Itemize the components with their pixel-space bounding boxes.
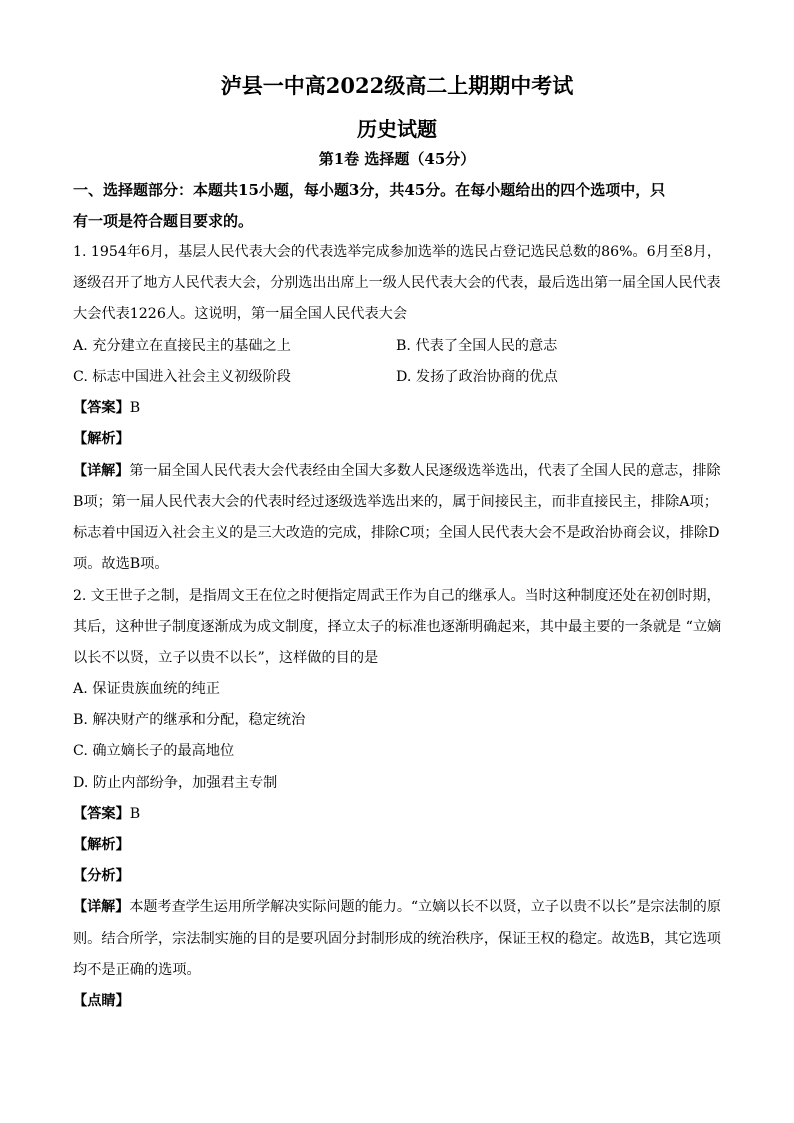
q2-answer <box>73 804 140 824</box>
answer-tag: 【答案】 <box>73 400 130 416</box>
answer-value: B <box>129 806 141 822</box>
q2-option-d: D. 防止内部纷争，加强君主专制 <box>73 775 278 791</box>
q2-stem-line-2: 其后，这种世子制度逐渐成为成文制度，择立太子的标准也逐渐明确起来，其中最主要的一条就是 “立嫡 <box>73 619 722 635</box>
q2-detail-line-1 <box>73 897 721 917</box>
q1-detail-line-1 <box>73 461 721 481</box>
answer-value: B <box>129 400 141 416</box>
detail-text: 第一届全国人民代表大会代表经由全国大多数人民逐级选举选出，代表了全国人民的意志，排除 <box>129 463 721 479</box>
detail-tag: 【详解】 <box>73 899 130 915</box>
detail-tag: 【详解】 <box>73 463 130 479</box>
q1-stem-line-2: 逐级召开了地方人民代表大会，分别选出出席上一级人民代表大会的代表，最后选出第一届全国人民代表 <box>73 275 721 291</box>
q1-analysis-tag: 【解析】 <box>73 431 130 447</box>
q1-option-a: A. 充分建立在直接民主的基础之上 <box>73 338 291 354</box>
q1-option-b: B. 代表了全国人民的意志 <box>396 338 558 354</box>
q2-option-a: A. 保证贵族血统的纯正 <box>73 681 220 697</box>
q2-dianjing-tag: 【点睛】 <box>73 993 130 1009</box>
q1-detail-line-2: B项；第一届人民代表大会的代表时经过逐级选举选出来的，属于间接民主，而非直接民主，排除A项； <box>73 494 718 510</box>
q1-option-d: D. 发扬了政治协商的优点 <box>396 369 558 385</box>
exam-title: 泸县一中高2022级高二上期期中考试 <box>220 73 574 98</box>
q1-stem-line-1: 1. 1954年6月，基层人民代表大会的代表选举完成参加选举的选民占登记选民总数的86%。6月至8月， <box>73 244 721 260</box>
answer-tag: 【答案】 <box>73 806 130 822</box>
q2-stem-line-3: 以长不以贤，立子以贵不以长”，这样做的目的是 <box>73 650 379 666</box>
q2-option-c: C. 确立嫡长子的最高地位 <box>73 743 235 759</box>
subject-title: 历史试题 <box>357 117 437 141</box>
section-instruction-line-2: 有一项是符合题目要求的。 <box>73 212 254 230</box>
q2-detail-line-2: 则。结合所学，宗法制实施的目的是要巩固分封制形成的统治秩序，保证王权的稳定。故选B，其它选项 <box>73 931 721 947</box>
detail-text: 本题考查学生运用所学解决实际问题的能力。“立嫡以长不以贤，立子以贵不以长”是宗法制的原 <box>129 899 721 915</box>
q1-detail-line-3: 标志着中国迈入社会主义的是三大改造的完成，排除C项；全国人民代表大会不是政治协商会议，排除D <box>73 525 720 541</box>
q2-fenxi-tag: 【分析】 <box>73 868 130 884</box>
q1-answer <box>73 398 140 418</box>
q2-option-b: B. 解决财产的继承和分配，稳定统治 <box>73 712 306 728</box>
section-instruction-line-1: 一、选择题部分：本题共15小题，每小题3分，共45分。在每小题给出的四个选项中，只 <box>73 181 666 199</box>
q2-analysis-tag: 【解析】 <box>73 837 130 853</box>
q2-detail-line-3: 均不是正确的选项。 <box>73 962 201 978</box>
q1-option-c: C. 标志中国进入社会主义初级阶段 <box>73 369 291 385</box>
volume-heading: 第1卷 选择题（45分） <box>318 150 476 168</box>
q1-detail-line-4: 项。故选B项。 <box>73 556 169 572</box>
q1-stem-line-3: 大会代表1226人。这说明，第一届全国人民代表大会 <box>73 306 408 322</box>
q2-stem-line-1: 2. 文王世子之制，是指周文王在位之时便指定周武王作为自己的继承人。当时这种制度还处在初创时期， <box>73 588 721 604</box>
